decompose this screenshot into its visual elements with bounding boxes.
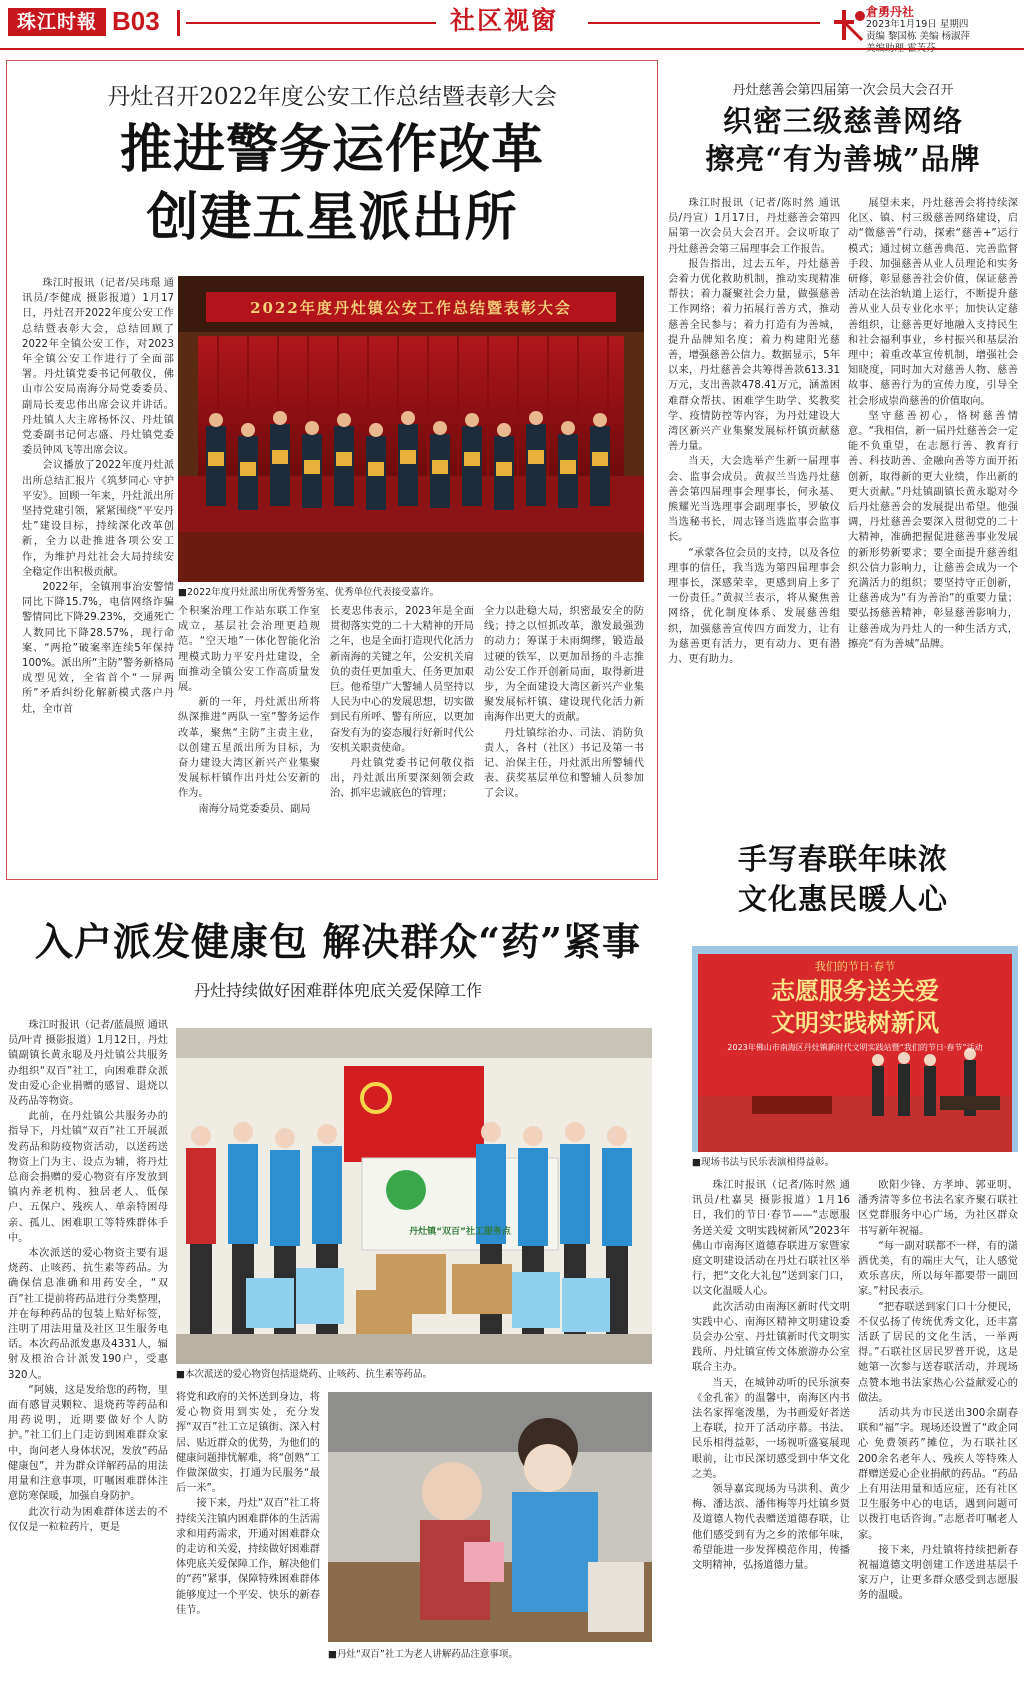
couplets-photo <box>692 946 1018 1152</box>
article-charity-headline-2: 擦亮“有为善城”品牌 <box>705 142 981 176</box>
paragraph: 珠江时报讯（记者/陈时然 通讯员/丹宣）1月17日，丹灶慈善会第四届第一次会员大会召开。会议听取了丹灶慈善会第三届理事会工作报告。 <box>668 198 840 255</box>
article-police-headline-1: 推进警务运作改革 <box>119 119 544 180</box>
paragraph: 珠江时报讯（记者/陈时然 通讯员/杜嘉昊 摄影报道）1月16日，我们的节日·春节——“志愿服务送关爱 文明实践树新风”2023年佛山市南海区道德春联进万家暨家庭文明建设活动在丹灶石联社区举行，把“文化大礼包”送到家门口，以文化温暖人心。 <box>692 1180 850 1298</box>
paragraph: 此次活动由南海区新时代文明实践中心、南海区精神文明建设委员会办公室、丹灶镇新时代文明实践所、丹灶镇宣传文体旅游办公室联合主办。 <box>692 1301 850 1374</box>
paragraph: 展望未来，丹灶慈善会将持续深化区、镇、村三级慈善网络建设，启动“微慈善”行动，探索“慈善+”运行模式；通过树立慈善典范、完善监督手段、加强慈善从业人员理论和实务研修，彰显慈善社会价值，保证慈善活动在法治轨道上运行，不断提升慈善从业人员专业化水平；加快认定慈善组织，让慈善更好地融入支持民生和社会福利事业，乡村振兴和基层治理中；着重改革宣传机制，增强社会知晓度，同时加大对慈善人物、慈善故事、慈善行为的宣传力度，引导全社会形成崇尚慈善的价值取向。 <box>848 198 1018 407</box>
elder-photo-caption: ■丹灶“双百”社工为老人讲解药品注意事项。 <box>328 1649 518 1660</box>
issue-date: 2023年1月19日 星期四 <box>866 19 969 30</box>
section-rule-left <box>186 22 436 24</box>
article-police-kicker: 丹灶召开2022年度公安工作总结暨表彰大会 <box>107 84 557 110</box>
article-couplets-col-2 <box>858 1178 1018 1672</box>
article-police-col-4 <box>484 604 644 870</box>
couplets-photo-subtitle: 2023年佛山市南海区丹灶镇新时代文明实践站暨“我们的节日·春节”活动 <box>727 1043 983 1052</box>
page-number: B03 <box>112 6 160 36</box>
paragraph: 南海分局党委委员、副局 <box>198 803 311 815</box>
article-couplets-headline-2: 文化惠民暖人心 <box>737 882 948 916</box>
paragraph: 将党和政府的关怀送到身边，将爱心物资用到实处，充分发挥“双百”社工立足镇街、深入村居、贴近群众的优势，为他们的健康问题排忧解难，将“创熟”工作做深做实，打通为民服务“最后一米”。 <box>176 1392 320 1495</box>
article-health-col-2 <box>176 1390 320 1674</box>
volunteers-banner: 丹灶镇“双百”社工服务点 <box>409 1227 511 1237</box>
article-charity-headline-1: 织密三级慈善网络 <box>722 104 963 138</box>
elder-photo-image <box>328 1392 652 1642</box>
meeting-banner: 2022年度丹灶镇公安工作总结暨表彰大会 <box>250 299 572 317</box>
paragraph: 领导嘉宾现场为马洪利、黄少梅、潘达滨、潘伟梅等丹灶镇乡贤及道德人物代表赠送道德春联，让他们感受到有为之乡的浓郁年味，希望能进一步发挥模范作用，传播文明精神，弘扬道德力量。 <box>692 1484 850 1572</box>
paragraph: 个积案治理工作站东联工作室成立，基层社会治理更趋规范。“空天地”一体化智能化治理模式助力平安丹灶建设，全面推动全镇公安工作高质量发展。 <box>178 606 320 694</box>
section-rule-right <box>588 22 820 24</box>
article-charity-col-1 <box>668 196 840 770</box>
article-police-col-1 <box>22 276 174 870</box>
paragraph: 活动共为市民送出300余副春联和“福”字。现场还设置了“政企同心 免费领药”摊位，为石联社区200余名老年人、残疾人等特殊人群赠送爱心企业捐献的药品。“药品上有用法用量和适应症，还有社区卫生服务中心的电话，遇到问题可以拨打电话咨询。”志愿者叮嘱老人家。 <box>858 1408 1018 1541</box>
paragraph: 本次派送的爱心物资主要有退烧药、止咳药、抗生素等药品。为确保信息准确和用药安全，“双百”社工提前将药品进行分类整理，并在每种药品的包装上贴好标签，注明了用法用量及社区卫生服务电话。本次药品派发惠及4331人，辐射及根治合计派发190户，受惠320人。 <box>8 1248 168 1381</box>
section-title: 社区视窗 <box>450 6 559 35</box>
paragraph: 2022年，全镇刑事治安警情同比下降15.7%，电信网络诈骗警情同比下降29.23%，交通死亡人数同比下降28.57%，现行命案、“两抢”破案率连续5年保持100%。派出所“主防”警务新格局成型见效，全省首个“一屏两所”矛盾纠纷化解新模式落户丹灶，全市首 <box>22 582 174 715</box>
paragraph: 新的一年，丹灶派出所将纵深推进“两队一室”警务运作改革，聚焦“主防”主责主业，以创建五星派出所为目标，为奋力建设大湾区新兴产业集聚发展标杆镇作出丹灶公安新的作为。 <box>178 697 320 800</box>
couplets-photo-title-1: 志愿服务送关爱 <box>771 976 939 1005</box>
paragraph: 长麦忠伟表示，2023年是全面贯彻落实党的二十大精神的开局之年，也是全面打造现代化活力新南海的关键之年，公安机关肩负的责任更加重大、任务更加艰巨。他希望广大警辅人员坚持以人民为中心的发展思想，切实做到民有所呼、警有所应，以更加奋发有为的姿态履行好新时代公安机关职责使命。 <box>330 606 474 754</box>
paragraph: “把春联送到家门口十分便民，不仅弘扬了传统优秀文化，还丰富活跃了居民的文化生活，一举两得。”石联社区居民罗普开说，这是她第一次参与送春联活动，并现场点赞本地书法家热心公益献爱心的做法。 <box>858 1301 1018 1404</box>
paragraph: 接下来，丹灶“双百”社工将持续关注镇内困难群体的生活需求和用药需求，开通对困难群众的走访和关爱，持续做好困难群体兜底关爱保障工作，解决他们的“药”紧事，保障特殊困难群体能够度过一个平安、快乐的新春佳节。 <box>176 1498 320 1616</box>
couplets-photo-small-title: 我们的节日·春节 <box>814 960 896 973</box>
article-health-headline: 入户派发健康包 解决群众“药”紧事 <box>35 919 641 964</box>
paragraph: 当天，大会选举产生新一届理事会、监事会成员。黄叔兰当选丹灶慈善会第四届理事会理事长，何永基、熊耀光当选理事会副理事长，罗敏仪当选秘书长，周志锋当选监事会监事长。 <box>668 456 840 544</box>
paragraph: 全力以赴稳大局，织密最安全的防线；持之以恒抓改革，激发最强劲的动力；筹谋于未雨绸缪，锻造最过硬的铁军，以更加昂扬的斗志推动公安工作开创新局面，取得新进步，为全面建设大湾区新兴产业集聚发展标杆镇、建设现代化活力新南海作出更大的贡献。 <box>484 606 644 724</box>
article-health-col-1 <box>8 1018 168 1674</box>
paragraph: 珠江时报讯（记者/吴玮璟 通讯员/李健成 摄影报道）1月17日，丹灶召开2022年度公安工作总结暨表彰大会，总结回顾了2022年全镇公安工作，对2023年全镇公安工作进行了全面部署。丹灶镇党委书记何敬仪，佛山市公安局南海分局党委委员、副局长麦忠伟出席会议并讲话。丹灶镇人大主席杨怀汉、丹灶镇党委副书记何志盛、丹灶镇党委委员钟凤飞等出席会议。 <box>22 278 174 457</box>
volunteers-photo-image <box>176 1028 652 1364</box>
paragraph: 丹灶镇综治办、司法、消防负责人，各村（社区）书记及第一书记、治保主任，丹灶派出所警辅代表、获奖基层单位和警辅人员参加了会议。 <box>484 727 644 800</box>
paragraph: 丹灶镇党委书记何敬仪指出，丹灶派出所要深刻领会政治、抓牢忠诚底色的管理； <box>330 758 474 800</box>
paragraph: “每一副对联都不一样，有的潇洒优美，有的端庄大气，让人感觉欢乐喜庆，所以每年都要带一副回家。”村民表示。 <box>858 1240 1018 1298</box>
couplets-photo-title-2: 文明实践树新风 <box>771 1008 939 1037</box>
paragraph: “阿姨，这是发给您的药物，里面有感冒灵颗粒、退烧药等药品和用药说明，近期要做好个人防护。”社工们上门走访到困难群众家中，询问老人身体状况，发放“药品健康包”，并为群众详解药品的用法用量和注意事项，叮嘱困难群体注意防寒保暖，加强自身防护。 <box>8 1384 168 1503</box>
header-rule <box>0 48 1024 50</box>
paragraph: 当天，在城钟动听的民乐演奏《金孔雀》的温馨中，南海区内书法名家挥毫泼墨，为书画爱好者送上春联，拉开了活动序幕。书法、民乐相得益彰，一场视听盛宴展现眼前，让市民深切感受到中华文化之美。 <box>692 1377 850 1480</box>
header-divider <box>177 10 180 36</box>
meeting-photo <box>178 276 644 582</box>
article-charity-kicker: 丹灶慈善会第四届第一次会员大会召开 <box>732 83 954 98</box>
column-logo-text: 倉勇丹社 <box>866 5 915 19</box>
article-police-col-3 <box>330 604 474 870</box>
article-police-col-2 <box>178 604 320 870</box>
volunteers-photo-caption: ■本次派送的爱心物资包括退烧药、止咳药、抗生素等药品。 <box>176 1369 432 1380</box>
elder-photo <box>328 1392 652 1642</box>
paragraph: 欧阳少锋、方孝坤、郭亚明、潘秀清等多位书法名家齐聚石联社区党群服务中心广场，为社区群众书写新年祝福。 <box>858 1180 1018 1237</box>
article-charity-col-2 <box>848 196 1018 770</box>
paragraph: “承蒙各位会员的支持，以及各位理事的信任，我当选为第四届理事会理事长，深感荣幸，更感到肩上多了一份责任。”黄叔兰表示，将从聚焦善网络，优化制度体系、发展慈善组织，加强慈善宣传四方面发力，让有为慈善更有活力，更有动力、更有潜力、更有助力。 <box>668 547 840 666</box>
article-couplets-headline-1: 手写春联年味浓 <box>737 842 948 876</box>
couplets-photo-caption: ■现场书法与民乐表演相得益彰。 <box>692 1157 834 1168</box>
paragraph: 珠江时报讯（记者/蓝晨照 通讯员/叶青 摄影报道）1月12日，丹灶镇副镇长黄永聪及丹灶镇公共服务办组织“双百”社工，向困难群众派发由爱心企业捐赠的感冒、退烧以及药品等物资。 <box>8 1020 168 1108</box>
masthead-logo: 珠江时報 <box>8 8 106 36</box>
editor-credits: 责编 黎国栋 美编 杨淑萍 <box>866 31 971 42</box>
paragraph: 接下来，丹灶镇将持续把新春祝福道德文明创建工作送进基层千家万户，让更多群众感受到志愿服务的温暖。 <box>858 1544 1018 1602</box>
paragraph: 此次行动为困难群体送去的不仅仅是一粒粒药片，更是 <box>8 1506 168 1533</box>
paragraph: 此前，在丹灶镇公共服务办的指导下，丹灶镇“双百”社工开展派发药品和防疫物资活动，以送药送物资上门为主、设点为辅，将丹灶总商会捐赠的爱心物资有序发放到镇内养老机构、独居老人、低保户、五保户、残疾人、单亲特困母亲、孤儿、困难职工等特殊群体手中。 <box>8 1111 168 1244</box>
meeting-photo-caption: ■2022年度丹灶派出所优秀警务室、优秀单位代表接受嘉许。 <box>178 587 440 598</box>
paragraph: 报告指出，过去五年，丹灶慈善会着力优化救助机制，推动实现精准帮扶；着力凝聚社会力量，做强慈善工作网络；着力拓展行善方式，推动慈善全民参与；着力打造有为善城，提升品牌知名度；着力构建阳光慈善，增强慈善公信力。数据显示，5年以来，丹灶慈善会共筹得善款613.31万元，支出善款478.41万元，涵盖困难群众帮扶、困难学生助学、奖教奖学、疫情防控等内容，为丹灶建设大湾区新兴产业集聚发展标杆镇贡献慈善力量。 <box>668 258 840 453</box>
paragraph: 会议播放了2022年度丹灶派出所总结汇报片《筑梦同心 守护平安》。回顾一年来，丹灶派出所坚持党建引领，紧紧围绕“平安丹灶”建设目标，持续深化改革创新，全力以赴推进各项公安工作，为维护丹灶社会大局持续安全稳定作出积极贡献。 <box>22 460 174 578</box>
paragraph: 坚守慈善初心，恪树慈善情意。“我相信，新一届丹灶慈善会一定能不负重望，在志愿行善、教育行善、科技助善、金融向善等方面开拓创新，取得新的更大业绩，作出新的更大贡献。”丹灶镇副镇长黄永聪对今后丹灶慈善会的发展提出希望。他强调，丹灶慈善会要深入贯彻党的二十大精神，准确把握促进慈善事业发展的新形势新要求；要全面提升慈善组织公信力影响力，让慈善会成为一个充满活力的组织；要坚持守正创新，让慈善成为“有为善治”的重要力量；要弘扬慈善精神，彰显慈善影响力，让慈善成为丹灶人的一种生活方式，擦亮“有为善城”品牌。 <box>848 410 1018 650</box>
page-header <box>0 0 1024 52</box>
volunteers-photo <box>176 1028 652 1364</box>
article-couplets-col-1 <box>692 1178 850 1672</box>
article-police-headline-2: 创建五星派出所 <box>146 187 518 248</box>
article-health-subtitle: 丹灶持续做好困难群体兜底关爱保障工作 <box>193 981 482 1000</box>
